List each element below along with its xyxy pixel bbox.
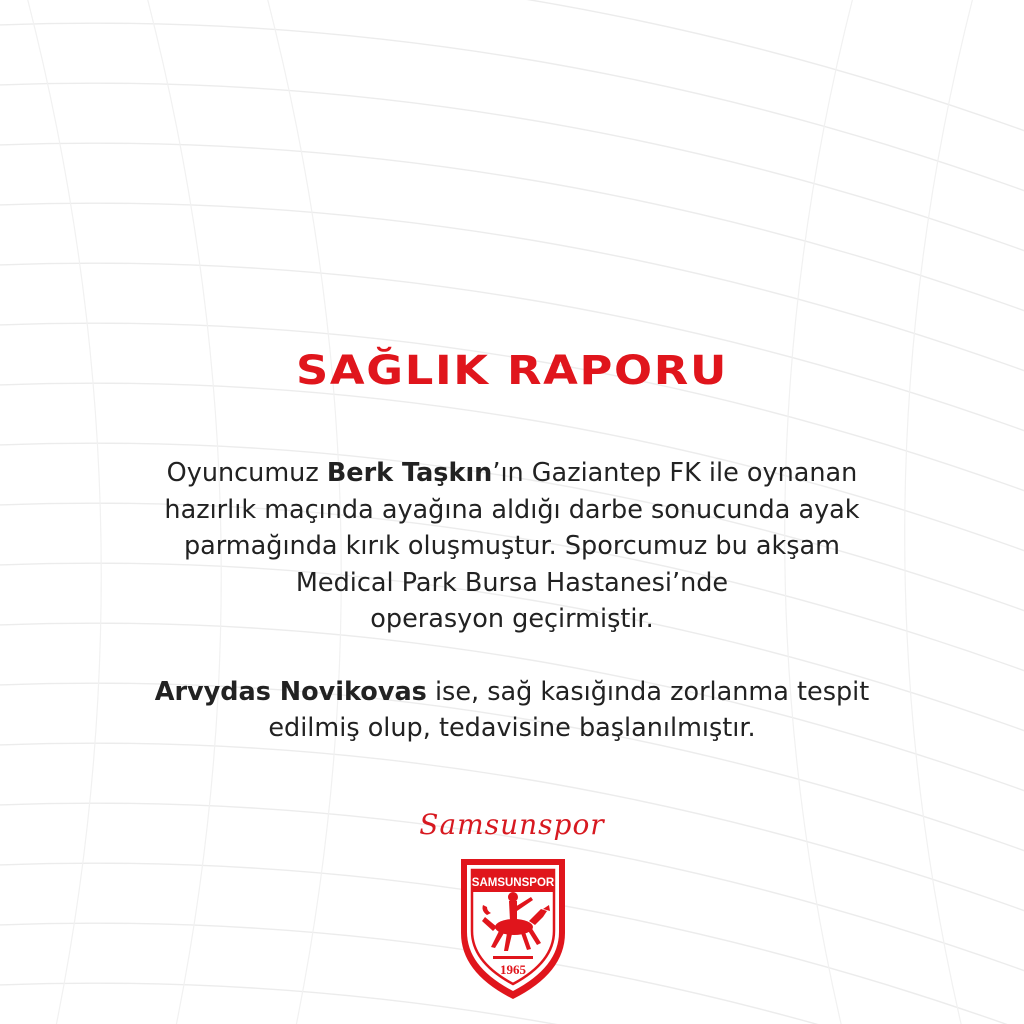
paragraph-1-line-5: operasyon geçirmiştir. [370, 604, 654, 634]
intro-text: Oyuncumuz [166, 458, 327, 488]
crest-name: SAMSUNSPOR [471, 877, 555, 889]
paragraph-berk [60, 455, 964, 638]
crest-year: 1965 [500, 962, 526, 977]
paragraph-2-line-1-rest: ise, sağ kasığında zorlanma tespit [426, 676, 870, 707]
club-crest-logo [457, 855, 569, 1003]
paragraph-1-line-2: hazırlık maçında ayağına aldığı darbe sonucunda ayak [164, 494, 860, 525]
paragraph-1-line-4: Medical Park Bursa Hastanesi’nde [295, 567, 729, 598]
player-name-berk: Berk Taşkın [326, 458, 493, 488]
paragraph-1-line-1-rest: ’ın Gaziantep FK ile oynanan [492, 458, 858, 488]
club-wordmark: Samsunspor [419, 808, 605, 841]
announcement-body [60, 455, 964, 747]
paragraph-novikovas [60, 674, 964, 747]
player-name-novikovas: Arvydas Novikovas [154, 676, 427, 707]
paragraph-2-line-2: edilmiş olup, tedavisine başlanılmıştır. [268, 713, 756, 743]
page-title: SAĞLIK RAPORU [295, 348, 729, 394]
paragraph-1-line-3: parmağında kırık oluşmuştur. Sporcumuz bu akşam [183, 531, 841, 561]
